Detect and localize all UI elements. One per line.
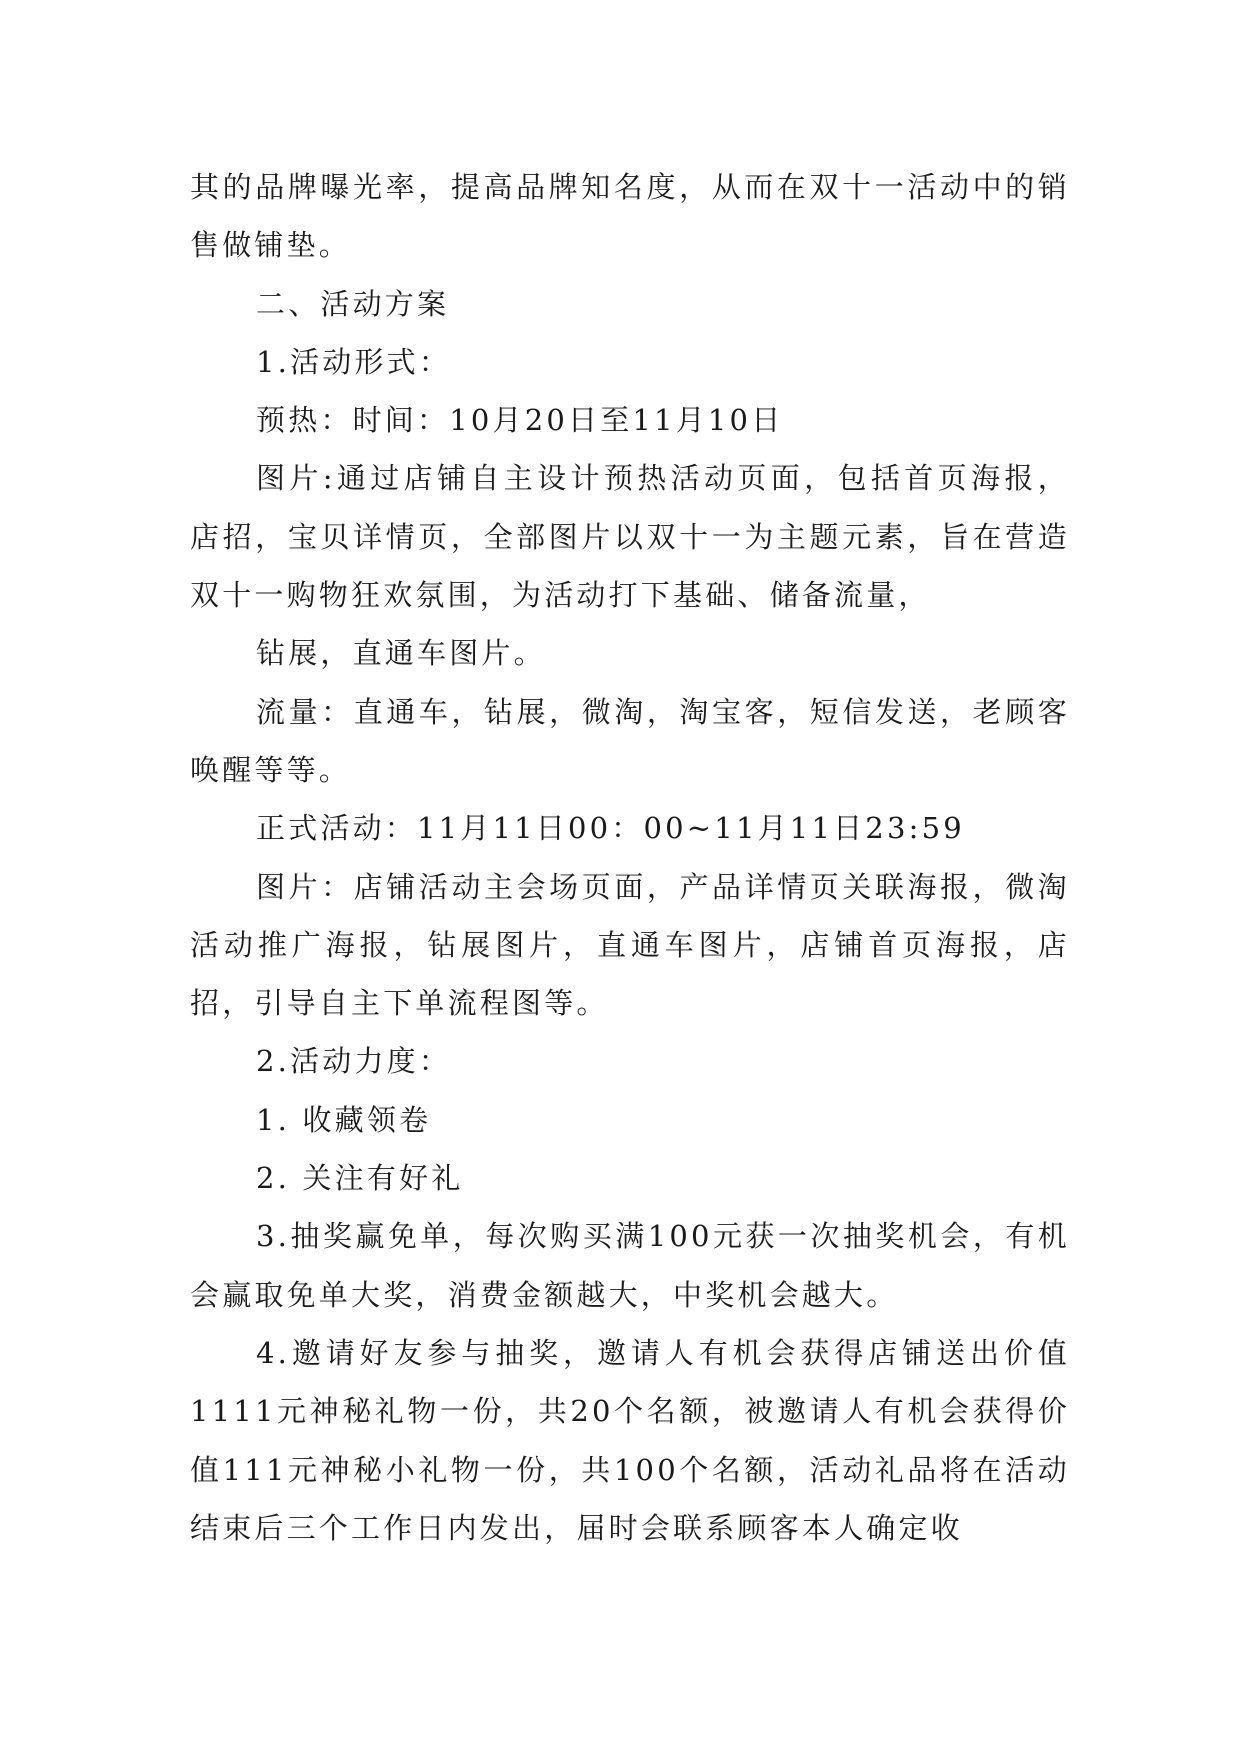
- paragraph-main-event-time: 正式活动：11月11日00：00~11月11日23:59: [256, 811, 965, 846]
- paragraph-preheat-time: 预热：时间：10月20日至11月10日: [256, 403, 784, 438]
- list-item-lottery-free-order: 3.抽奖赢免单，每次购买满100元获一次抽奖机会，有机会赢取免单大奖，消费金额越大，中奖机会越大。: [190, 1219, 1070, 1312]
- paragraph-diamond-booth-images: 钻展，直通车图片。: [256, 636, 546, 671]
- paragraph-traffic: 流量：直通车，钻展，微淘，淘宝客，短信发送，老顾客唤醒等等。: [190, 694, 1070, 787]
- paragraph-continued-intro: 其的品牌曝光率，提高品牌知名度，从而在双十一活动中的销售做铺垫。: [190, 170, 1070, 263]
- section-heading-activity-plan: 二、活动方案: [256, 286, 450, 321]
- paragraph-preheat-images: 图片:通过店铺自主设计预热活动页面，包括首页海报，店招，宝贝详情页，全部图片以双十一为主题元素，旨在营造双十一购物狂欢氛围，为活动打下基础、储备流量，: [190, 461, 1070, 613]
- subheading-activity-form: 1.活动形式：: [256, 344, 452, 379]
- paragraph-main-event-images: 图片：店铺活动主会场页面，产品详情页关联海报，微淘活动推广海报，钻展图片，直通车图片，店铺首页海报，店招，引导自主下单流程图等。: [190, 869, 1070, 1021]
- list-item-invite-friends: 4.邀请好友参与抽奖，邀请人有机会获得店铺送出价值1111元神秘礼物一份，共20个名额，被邀请人有机会获得价值111元神秘小礼物一份，共100个名额，活动礼品将在活动结束后三个工作日内发出，届时会联系顾客本人确定收: [190, 1335, 1070, 1545]
- list-item-collect-coupon: 1. 收藏领卷: [256, 1102, 432, 1137]
- subheading-activity-intensity: 2.活动力度：: [256, 1044, 452, 1079]
- list-item-follow-gift: 2. 关注有好礼: [256, 1161, 464, 1196]
- document-body: [190, 158, 1070, 1557]
